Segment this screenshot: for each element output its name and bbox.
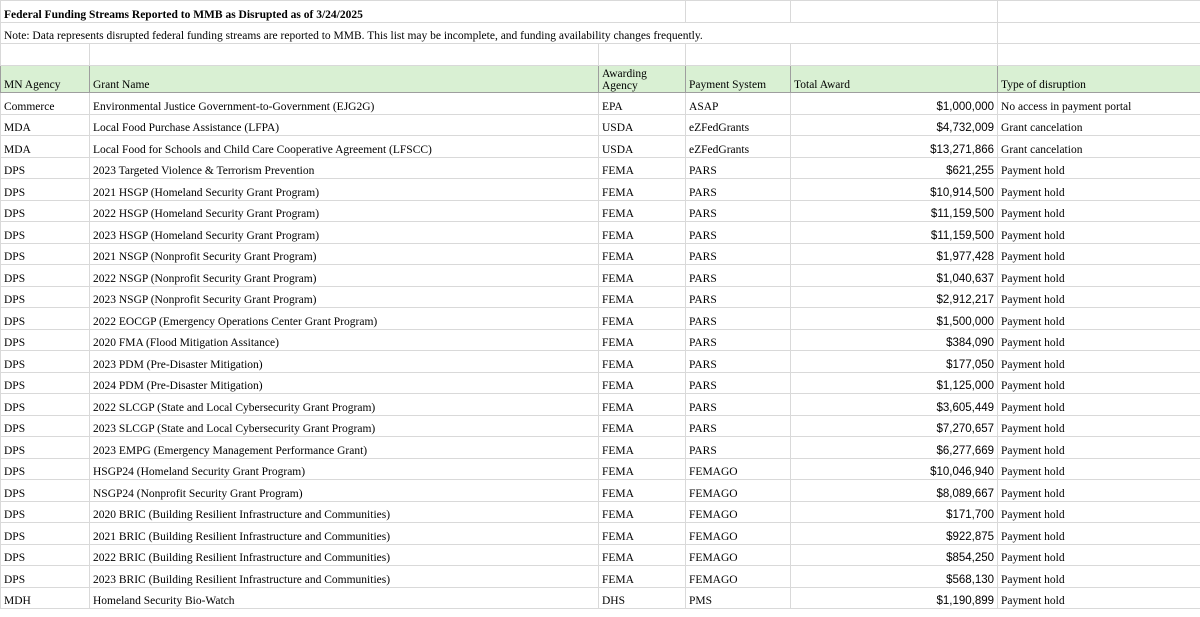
empty-cell[interactable] (998, 1, 1200, 23)
empty-cell[interactable] (791, 44, 998, 66)
cell-total-award[interactable]: $171,700 (791, 501, 998, 523)
title-row (1, 1, 1200, 23)
cell-mn-agency[interactable]: DPS (1, 523, 90, 545)
cell-total-award[interactable]: $384,090 (791, 329, 998, 351)
cell-total-award[interactable]: $10,046,940 (791, 458, 998, 480)
table-row (1, 329, 1200, 351)
table-row (1, 179, 1200, 201)
cell-awarding-agency[interactable]: FEMA (599, 415, 686, 437)
cell-total-award[interactable]: $1,500,000 (791, 308, 998, 330)
cell-total-award[interactable]: $13,271,866 (791, 136, 998, 158)
table-row (1, 114, 1200, 136)
cell-payment-system[interactable]: ASAP (686, 93, 791, 115)
cell-total-award[interactable]: $1,040,637 (791, 265, 998, 287)
table-row (1, 394, 1200, 416)
cell-type-of-disruption[interactable]: Payment hold (998, 372, 1200, 394)
cell-mn-agency[interactable]: DPS (1, 286, 90, 308)
header-payment-system[interactable]: Payment System (686, 66, 791, 93)
cell-type-of-disruption[interactable]: Payment hold (998, 308, 1200, 330)
cell-awarding-agency[interactable]: FEMA (599, 501, 686, 523)
table-row (1, 458, 1200, 480)
cell-awarding-agency[interactable]: FEMA (599, 308, 686, 330)
cell-total-award[interactable]: $1,977,428 (791, 243, 998, 265)
cell-awarding-agency[interactable]: FEMA (599, 480, 686, 502)
cell-grant-name[interactable]: 2023 Targeted Violence & Terrorism Prevention (90, 157, 599, 179)
header-type-of-disruption[interactable]: Type of disruption (998, 66, 1200, 93)
table-row (1, 286, 1200, 308)
sheet-title[interactable]: Federal Funding Streams Reported to MMB as Disrupted as of 3/24/2025 (1, 1, 686, 23)
cell-mn-agency[interactable]: DPS (1, 372, 90, 394)
cell-total-award[interactable]: $568,130 (791, 566, 998, 588)
table-row (1, 222, 1200, 244)
cell-grant-name[interactable]: 2022 NSGP (Nonprofit Security Grant Program) (90, 265, 599, 287)
empty-cell[interactable] (1, 44, 90, 66)
cell-awarding-agency[interactable]: USDA (599, 136, 686, 158)
cell-awarding-agency[interactable]: DHS (599, 587, 686, 609)
empty-cell[interactable] (599, 44, 686, 66)
cell-grant-name[interactable]: Environmental Justice Government-to-Government (EJG2G) (90, 93, 599, 115)
cell-awarding-agency[interactable]: FEMA (599, 566, 686, 588)
cell-grant-name[interactable]: 2024 PDM (Pre-Disaster Mitigation) (90, 372, 599, 394)
cell-awarding-agency[interactable]: FEMA (599, 372, 686, 394)
cell-total-award[interactable]: $8,089,667 (791, 480, 998, 502)
cell-payment-system[interactable]: PARS (686, 351, 791, 373)
cell-grant-name[interactable]: Homeland Security Bio-Watch (90, 587, 599, 609)
cell-type-of-disruption[interactable]: Payment hold (998, 157, 1200, 179)
cell-payment-system[interactable]: eZFedGrants (686, 114, 791, 136)
table-row (1, 523, 1200, 545)
cell-awarding-agency[interactable]: USDA (599, 114, 686, 136)
cell-mn-agency[interactable]: DPS (1, 480, 90, 502)
cell-grant-name[interactable]: 2022 HSGP (Homeland Security Grant Program) (90, 200, 599, 222)
cell-payment-system[interactable]: PARS (686, 308, 791, 330)
cell-grant-name[interactable]: 2023 PDM (Pre-Disaster Mitigation) (90, 351, 599, 373)
empty-cell[interactable] (998, 23, 1200, 44)
cell-awarding-agency[interactable]: FEMA (599, 243, 686, 265)
blank-row (1, 44, 1200, 66)
cell-total-award[interactable]: $1,190,899 (791, 587, 998, 609)
empty-cell[interactable] (686, 1, 791, 23)
cell-total-award[interactable]: $621,255 (791, 157, 998, 179)
cell-type-of-disruption[interactable]: Payment hold (998, 437, 1200, 459)
cell-type-of-disruption[interactable]: No access in payment portal (998, 93, 1200, 115)
cell-grant-name[interactable]: 2023 BRIC (Building Resilient Infrastructure and Communities) (90, 566, 599, 588)
table-row (1, 136, 1200, 158)
table-row (1, 437, 1200, 459)
cell-awarding-agency[interactable]: FEMA (599, 458, 686, 480)
table-row (1, 415, 1200, 437)
cell-type-of-disruption[interactable]: Payment hold (998, 351, 1200, 373)
cell-mn-agency[interactable]: MDA (1, 114, 90, 136)
cell-type-of-disruption[interactable]: Payment hold (998, 179, 1200, 201)
table-row (1, 200, 1200, 222)
empty-cell[interactable] (686, 44, 791, 66)
cell-payment-system[interactable]: FEMAGO (686, 566, 791, 588)
empty-cell[interactable] (998, 44, 1200, 66)
cell-payment-system[interactable]: PARS (686, 200, 791, 222)
note-row (1, 23, 1200, 44)
cell-grant-name[interactable]: HSGP24 (Homeland Security Grant Program) (90, 458, 599, 480)
cell-type-of-disruption[interactable]: Payment hold (998, 222, 1200, 244)
cell-payment-system[interactable]: PARS (686, 329, 791, 351)
cell-mn-agency[interactable]: DPS (1, 200, 90, 222)
empty-cell[interactable] (791, 1, 998, 23)
cell-grant-name[interactable]: 2022 BRIC (Building Resilient Infrastructure and Communities) (90, 544, 599, 566)
cell-total-award[interactable]: $2,912,217 (791, 286, 998, 308)
cell-mn-agency[interactable]: DPS (1, 179, 90, 201)
header-awarding-line2: Agency (602, 80, 638, 92)
cell-payment-system[interactable]: PMS (686, 587, 791, 609)
cell-awarding-agency[interactable]: FEMA (599, 437, 686, 459)
table-row (1, 308, 1200, 330)
cell-payment-system[interactable]: FEMAGO (686, 523, 791, 545)
cell-payment-system[interactable]: PARS (686, 286, 791, 308)
cell-type-of-disruption[interactable]: Grant cancelation (998, 114, 1200, 136)
cell-mn-agency[interactable]: DPS (1, 566, 90, 588)
cell-total-award[interactable]: $11,159,500 (791, 222, 998, 244)
cell-mn-agency[interactable]: DPS (1, 501, 90, 523)
cell-payment-system[interactable]: PARS (686, 372, 791, 394)
cell-type-of-disruption[interactable]: Payment hold (998, 265, 1200, 287)
empty-cell[interactable] (90, 44, 599, 66)
cell-awarding-agency[interactable]: FEMA (599, 286, 686, 308)
cell-type-of-disruption[interactable]: Payment hold (998, 480, 1200, 502)
cell-type-of-disruption[interactable]: Payment hold (998, 458, 1200, 480)
cell-grant-name[interactable]: 2023 NSGP (Nonprofit Security Grant Program) (90, 286, 599, 308)
cell-grant-name[interactable]: NSGP24 (Nonprofit Security Grant Program) (90, 480, 599, 502)
cell-payment-system[interactable]: PARS (686, 394, 791, 416)
cell-total-award[interactable]: $3,605,449 (791, 394, 998, 416)
cell-mn-agency[interactable]: DPS (1, 329, 90, 351)
cell-total-award[interactable]: $177,050 (791, 351, 998, 373)
cell-total-award[interactable]: $854,250 (791, 544, 998, 566)
table-row (1, 566, 1200, 588)
cell-mn-agency[interactable]: DPS (1, 222, 90, 244)
cell-payment-system[interactable]: PARS (686, 222, 791, 244)
cell-grant-name[interactable]: 2022 EOCGP (Emergency Operations Center Grant Program) (90, 308, 599, 330)
cell-grant-name[interactable]: 2023 HSGP (Homeland Security Grant Program) (90, 222, 599, 244)
cell-grant-name[interactable]: 2022 SLCGP (State and Local Cybersecurity Grant Program) (90, 394, 599, 416)
sheet-note[interactable]: Note: Data represents disrupted federal funding streams are reported to MMB. This list may be incomplete, and funding availability changes frequently. (1, 23, 998, 44)
header-grant-name[interactable]: Grant Name (90, 66, 599, 93)
cell-payment-system[interactable]: FEMAGO (686, 458, 791, 480)
cell-type-of-disruption[interactable]: Payment hold (998, 501, 1200, 523)
header-mn-agency[interactable]: MN Agency (1, 66, 90, 93)
cell-payment-system[interactable]: FEMAGO (686, 480, 791, 502)
cell-awarding-agency[interactable]: FEMA (599, 179, 686, 201)
cell-total-award[interactable]: $4,732,009 (791, 114, 998, 136)
header-total-award[interactable]: Total Award (791, 66, 998, 93)
cell-grant-name[interactable]: Local Food Purchase Assistance (LFPA) (90, 114, 599, 136)
cell-total-award[interactable]: $11,159,500 (791, 200, 998, 222)
cell-type-of-disruption[interactable]: Payment hold (998, 523, 1200, 545)
cell-awarding-agency[interactable]: FEMA (599, 200, 686, 222)
cell-awarding-agency[interactable]: FEMA (599, 544, 686, 566)
cell-mn-agency[interactable]: DPS (1, 243, 90, 265)
cell-mn-agency[interactable]: DPS (1, 415, 90, 437)
cell-grant-name[interactable]: 2023 SLCGP (State and Local Cybersecurity Grant Program) (90, 415, 599, 437)
cell-payment-system[interactable]: PARS (686, 179, 791, 201)
cell-mn-agency[interactable]: MDH (1, 587, 90, 609)
table-row (1, 501, 1200, 523)
cell-payment-system[interactable]: PARS (686, 265, 791, 287)
cell-awarding-agency[interactable]: FEMA (599, 523, 686, 545)
cell-mn-agency[interactable]: DPS (1, 157, 90, 179)
table-row (1, 243, 1200, 265)
cell-mn-agency[interactable]: DPS (1, 394, 90, 416)
cell-type-of-disruption[interactable]: Payment hold (998, 415, 1200, 437)
cell-type-of-disruption[interactable]: Payment hold (998, 200, 1200, 222)
cell-mn-agency[interactable]: MDA (1, 136, 90, 158)
header-row (1, 66, 1200, 93)
cell-type-of-disruption[interactable]: Payment hold (998, 329, 1200, 351)
cell-type-of-disruption[interactable]: Payment hold (998, 566, 1200, 588)
cell-total-award[interactable]: $10,914,500 (791, 179, 998, 201)
cell-payment-system[interactable]: PARS (686, 437, 791, 459)
cell-payment-system[interactable]: FEMAGO (686, 544, 791, 566)
cell-payment-system[interactable]: eZFedGrants (686, 136, 791, 158)
cell-awarding-agency[interactable]: FEMA (599, 157, 686, 179)
cell-mn-agency[interactable]: DPS (1, 437, 90, 459)
cell-type-of-disruption[interactable]: Payment hold (998, 394, 1200, 416)
cell-grant-name[interactable]: Local Food for Schools and Child Care Cooperative Agreement (LFSCC) (90, 136, 599, 158)
cell-type-of-disruption[interactable]: Payment hold (998, 544, 1200, 566)
cell-type-of-disruption[interactable]: Payment hold (998, 587, 1200, 609)
cell-grant-name[interactable]: 2021 HSGP (Homeland Security Grant Program) (90, 179, 599, 201)
cell-payment-system[interactable]: PARS (686, 157, 791, 179)
cell-grant-name[interactable]: 2020 BRIC (Building Resilient Infrastructure and Communities) (90, 501, 599, 523)
cell-awarding-agency[interactable]: FEMA (599, 351, 686, 373)
cell-grant-name[interactable]: 2023 EMPG (Emergency Management Performance Grant) (90, 437, 599, 459)
cell-mn-agency[interactable]: DPS (1, 308, 90, 330)
cell-type-of-disruption[interactable]: Grant cancelation (998, 136, 1200, 158)
table-row (1, 587, 1200, 609)
cell-mn-agency[interactable]: DPS (1, 544, 90, 566)
table-row (1, 265, 1200, 287)
table-row (1, 157, 1200, 179)
cell-total-award[interactable]: $1,125,000 (791, 372, 998, 394)
cell-payment-system[interactable]: PARS (686, 415, 791, 437)
cell-total-award[interactable]: $922,875 (791, 523, 998, 545)
cell-mn-agency[interactable]: DPS (1, 458, 90, 480)
header-awarding-line1: Awarding (602, 68, 647, 80)
cell-awarding-agency[interactable]: FEMA (599, 329, 686, 351)
table-row (1, 351, 1200, 373)
cell-total-award[interactable]: $7,270,657 (791, 415, 998, 437)
cell-type-of-disruption[interactable]: Payment hold (998, 243, 1200, 265)
cell-grant-name[interactable]: 2021 NSGP (Nonprofit Security Grant Program) (90, 243, 599, 265)
cell-awarding-agency[interactable]: FEMA (599, 222, 686, 244)
cell-grant-name[interactable]: 2021 BRIC (Building Resilient Infrastructure and Communities) (90, 523, 599, 545)
table-row (1, 480, 1200, 502)
cell-total-award[interactable]: $6,277,669 (791, 437, 998, 459)
cell-mn-agency[interactable]: DPS (1, 265, 90, 287)
cell-total-award[interactable]: $1,000,000 (791, 93, 998, 115)
cell-awarding-agency[interactable]: FEMA (599, 265, 686, 287)
cell-awarding-agency[interactable]: EPA (599, 93, 686, 115)
table-row (1, 544, 1200, 566)
header-awarding-agency[interactable] (599, 66, 686, 93)
cell-payment-system[interactable]: FEMAGO (686, 501, 791, 523)
cell-type-of-disruption[interactable]: Payment hold (998, 286, 1200, 308)
cell-grant-name[interactable]: 2020 FMA (Flood Mitigation Assitance) (90, 329, 599, 351)
cell-mn-agency[interactable]: DPS (1, 351, 90, 373)
cell-payment-system[interactable]: PARS (686, 243, 791, 265)
cell-mn-agency[interactable]: Commerce (1, 93, 90, 115)
table-row (1, 372, 1200, 394)
cell-awarding-agency[interactable]: FEMA (599, 394, 686, 416)
table-row (1, 93, 1200, 115)
